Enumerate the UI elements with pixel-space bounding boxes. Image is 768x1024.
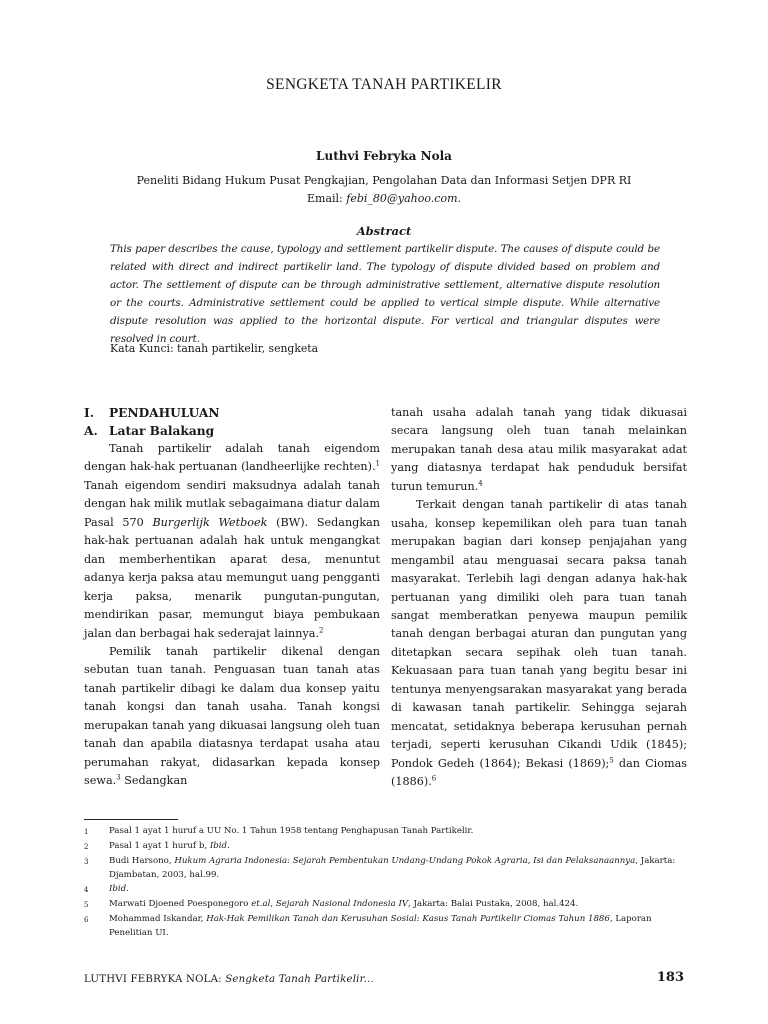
text-run: , Jakarta: Balai Pustaka, 2008, hal.424. — [408, 899, 579, 909]
body-paragraph — [84, 440, 380, 643]
text-run-italic: Ibid. — [209, 841, 230, 851]
running-footer — [84, 974, 374, 985]
subsection-number: A. — [84, 424, 98, 438]
text-run-italic: Burgerlijk Wetboek — [152, 515, 268, 529]
section-number: I. — [84, 406, 94, 420]
footnote — [84, 912, 684, 940]
footnote-number: 3 — [84, 858, 89, 866]
text-run: tanah usaha adalah tanah yang tidak dikuasai secara langsung oleh tuan tanah melainkan merupakan tanah desa atau milik masyarakat adat yang diatasnya terdapat hak penduduk bersifat turun temurun. — [391, 406, 687, 493]
footnote — [84, 824, 684, 839]
left-column — [84, 404, 380, 791]
text-run: Budi Harsono, — [109, 856, 175, 866]
text-run: Pasal 1 ayat 1 huruf b, — [109, 841, 210, 851]
footnote-number: 2 — [84, 843, 89, 851]
footnote-ref[interactable]: 6 — [431, 774, 437, 783]
text-run-italic: Hukum Agraria Indonesia: Sejarah Pembentukan Undang-Undang Pokok Agraria, Isi dan Pelaksanaannya — [174, 856, 636, 866]
footnote-number: 1 — [84, 828, 89, 836]
footnotes — [84, 824, 684, 940]
text-run-italic: Hak-Hak Pemilikan Tanah dan Kerusuhan Sosial: Kasus Tanah Partikelir Ciomas Tahun 1886 — [206, 914, 610, 924]
text-run: (BW). Sedangkan hak-hak pertuanan adalah hak untuk mengangkat dan memberhentikan aparat desa, menuntut adanya kerja paksa atau memungut uang pengganti kerja paksa, menarik pungutan-pungutan, mendirikan pasar, memungut biaya pembukaan jalan dan berbagai hak sederajat lainnya. — [84, 515, 380, 640]
body-paragraph — [391, 496, 687, 791]
text-run: , — [270, 899, 276, 909]
body-paragraph — [84, 643, 380, 791]
text-run: Mohammad Iskandar, — [109, 914, 207, 924]
keywords: Kata Kunci: tanah partikelir, sengketa — [110, 342, 319, 355]
text-run: Tanah partikelir adalah tanah eigendom dengan hak-hak pertuanan (landheerlijke rechten). — [84, 442, 380, 474]
affiliation: Peneliti Bidang Hukum Pusat Pengkajian, Pengolahan Data dan Informasi Setjen DPR RI — [136, 174, 632, 187]
footnote-text — [109, 912, 684, 940]
abstract-text: This paper describes the cause, typology and settlement partikelir dispute. The causes of dispute could be related with direct and indirect partikelir land. The typology of dispute divided based on problem and actor. The settlement of dispute can be through administrative settlement, alternative dispute resolution or the courts. Administrative settlement could be applied to vertical simple dispute. While alternative dispute resolution was applied to the horizontal dispute. For vertical and triangular disputes were resolved in court. — [110, 243, 660, 345]
text-run-italic: et.al — [251, 899, 271, 909]
section-title: PENDAHULUAN — [109, 406, 220, 420]
footnote — [84, 839, 684, 854]
footnote-ref[interactable]: 3 — [116, 773, 121, 782]
subsection-title: Latar Balakang — [109, 424, 215, 438]
email-label: Email: — [306, 192, 347, 205]
footnote-number: 6 — [84, 916, 89, 924]
text-run: Tanah eigendom sendiri maksudnya adalah tanah dengan hak milik mutlak sebagaimana diatur dalam Pasal 570 — [84, 478, 380, 529]
text-run: Pemilik tanah partikelir dikenal dengan sebutan tuan tanah. Penguasan tuan tanah atas tanah partikelir dibagi ke dalam dua konsep yaitu tanah kongsi dan tanah usaha. Tanah kongsi merupakan tanah yang dikuasai langsung oleh tuan tanah dan apabila diatasnya terdapat usaha atau perumahan rakyat, didasarkan kepada konsep sewa. — [84, 644, 380, 788]
email-link[interactable]: febi_80@yahoo.com. — [346, 192, 462, 205]
paper-title: SENGKETA TANAH PARTIKELIR — [266, 76, 502, 93]
page-number: 183 — [656, 970, 684, 985]
right-column — [391, 404, 687, 792]
footnote-ref[interactable]: 2 — [319, 625, 324, 634]
footnote-ref[interactable]: 1 — [375, 459, 380, 468]
footnote-text — [109, 897, 684, 912]
footnote-number: 4 — [84, 886, 89, 894]
footnote-text — [109, 839, 684, 854]
author-affiliation-block — [0, 172, 768, 208]
footnote — [84, 882, 684, 897]
footnote-text: Ibid. — [109, 884, 129, 894]
subsection-heading — [84, 422, 380, 440]
body-paragraph — [391, 404, 687, 496]
footnote-text — [109, 854, 684, 882]
text-run: , Jakarta: Djambatan, 2003, hal.99. — [109, 856, 676, 880]
footnote-number: 5 — [84, 901, 89, 909]
running-footer-author: LUTHVI FEBRYKA NOLA: — [84, 974, 226, 985]
footnote — [84, 854, 684, 882]
text-run-italic: Sejarah Nasional Indonesia IV — [275, 899, 409, 909]
footnote-ref[interactable]: 5 — [609, 755, 614, 764]
footnote-ref[interactable]: 4 — [478, 479, 483, 488]
text-run: Marwati Djoened Poesponegoro — [109, 899, 252, 909]
footnote — [84, 897, 684, 912]
text-run: Terkait dengan tanah partikelir di atas tanah usaha, konsep kepemilikan oleh para tuan tanah merupakan bagian dari konsep penjajahan yang mengambil atau menguasai secara paksa tanah masyarakat. Terlebih lagi dengan adanya hak-hak pertuanan yang dimiliki oleh para tuan tanah sangat memberatkan penyewa maupun pemilik tanah dengan berbagai aturan dan pungutan yang ditetapkan secara sepihak oleh tuan tanah. Kekuasaan para tuan tanah yang begitu besar ini tentunya menyengsarakan masyarakat yang berada di kawasan tanah partikelir. Sehingga sejarah mencatat, setidaknya beberapa kerusuhan pernah terjadi, seperti kerusuhan Cikandi Udik (1845); Pondok Gedeh (1864); Bekasi (1869); — [391, 498, 687, 770]
section-heading — [84, 404, 380, 422]
footnote-divider — [84, 819, 178, 820]
email-line — [0, 190, 768, 208]
footnote-text: Pasal 1 ayat 1 huruf a UU No. 1 Tahun 1958 tentang Penghapusan Tanah Partikelir. — [109, 826, 474, 836]
text-run: dan Ciomas (1886). — [391, 756, 687, 789]
text-run: Sedangkan — [120, 774, 188, 788]
running-footer-title: Sengketa Tanah Partikelir... — [225, 974, 374, 985]
author-name: Luthvi Febryka Nola — [316, 149, 452, 163]
text-run: , Laporan Penelitian UI. — [109, 914, 652, 938]
abstract-heading: Abstract — [356, 224, 412, 238]
